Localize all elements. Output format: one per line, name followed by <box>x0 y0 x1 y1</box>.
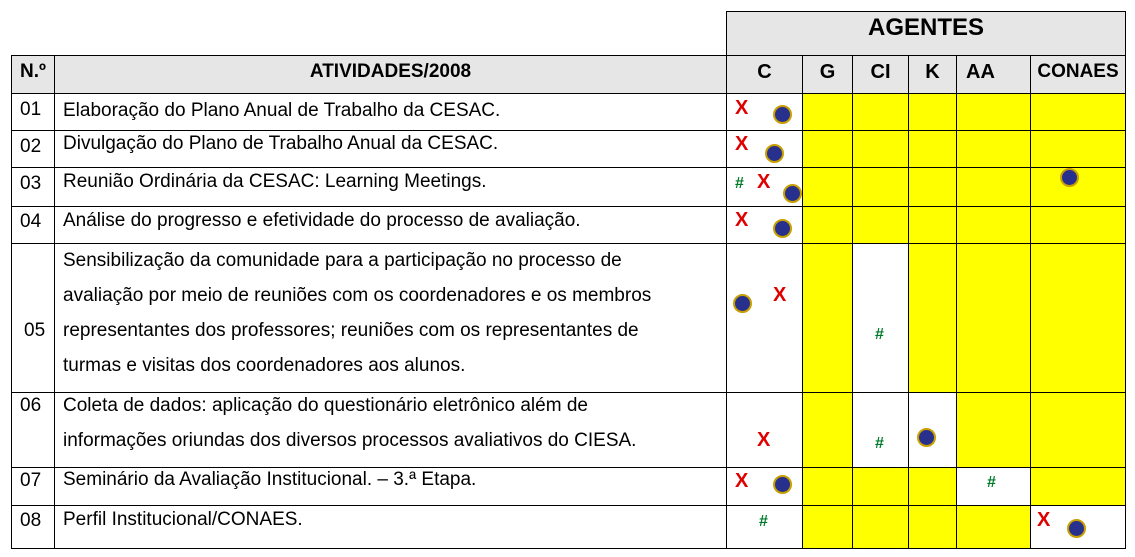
row-08-agent-k <box>908 505 957 549</box>
row-04-agent-k <box>908 206 957 244</box>
row-06-number: 06 <box>11 392 55 468</box>
row-04-agent-c <box>726 206 803 244</box>
row-07-agent-c <box>726 467 803 506</box>
row-06-agent-conaes <box>1030 392 1126 468</box>
row-07-agent-ci <box>852 467 909 506</box>
row-05-agent-conaes <box>1030 243 1126 393</box>
x-mark: X <box>735 97 749 119</box>
row-04-agent-ci <box>852 206 909 244</box>
row-07-agent-k <box>908 467 957 506</box>
hash-mark: # <box>735 175 744 192</box>
row-01-activity: Elaboração do Plano Anual de Trabalho da CESAC. <box>54 93 727 131</box>
row-08-agent-ci <box>852 505 909 549</box>
row-08-agent-c <box>726 505 803 549</box>
row-08-agent-aa <box>956 505 1031 549</box>
row-01-agent-aa <box>956 93 1031 131</box>
row-04-agent-aa <box>956 206 1031 244</box>
agent-header-k: K <box>908 55 957 94</box>
row-02-agent-k <box>908 130 957 168</box>
row-06-agent-g <box>802 392 853 468</box>
row-07-agent-g <box>802 467 853 506</box>
row-05-agent-k <box>908 243 957 393</box>
row-06-agent-aa <box>956 392 1031 468</box>
hash-mark: # <box>759 513 768 530</box>
row-07-activity: Seminário da Avaliação Institucional. – 3.ª Etapa. <box>54 467 727 506</box>
row-05-activity: Sensibilização da comunidade para a participação no processo de avaliação por meio de reuniões com os coordenadores e os membros representantes dos professores; reuniões com os representantes de turmas e visitas dos coordenadores aos alunos. <box>54 243 727 393</box>
number-header: N.º <box>11 55 55 94</box>
row-01-agent-k <box>908 93 957 131</box>
agent-header-c: C <box>726 55 803 94</box>
row-05-agent-ci <box>852 243 909 393</box>
row-03-agent-ci <box>852 167 909 207</box>
row-02-activity: Divulgação do Plano de Trabalho Anual da CESAC. <box>54 130 727 168</box>
dot-marker <box>733 294 752 313</box>
agent-header-conaes: CONAES <box>1030 55 1126 94</box>
row-02-agent-g <box>802 130 853 168</box>
dot-marker <box>917 428 936 447</box>
row-02-agent-conaes <box>1030 130 1126 168</box>
row-03-agent-c <box>726 167 803 207</box>
row-08-activity: Perfil Institucional/CONAES. <box>54 505 727 549</box>
x-mark: X <box>757 171 771 193</box>
row-03-number: 03 <box>11 167 55 207</box>
row-05-agent-g <box>802 243 853 393</box>
x-mark: X <box>773 284 787 306</box>
row-04-agent-conaes <box>1030 206 1126 244</box>
x-mark: X <box>757 429 771 451</box>
row-02-agent-aa <box>956 130 1031 168</box>
row-05-number: 05 <box>11 243 55 393</box>
x-mark: X <box>735 209 749 231</box>
row-03-agent-conaes <box>1030 167 1126 207</box>
hash-mark: # <box>875 435 884 452</box>
row-04-activity: Análise do progresso e efetividade do processo de avaliação. <box>54 206 727 244</box>
row-03-agent-k <box>908 167 957 207</box>
row-08-agent-conaes <box>1030 505 1126 549</box>
row-01-agent-ci <box>852 93 909 131</box>
row-03-agent-g <box>802 167 853 207</box>
agent-header-aa: AA <box>956 55 1031 94</box>
row-01-agent-g <box>802 93 853 131</box>
dot-marker <box>765 144 784 163</box>
agent-header-ci: CI <box>852 55 909 94</box>
x-mark: X <box>735 470 749 492</box>
hash-mark: # <box>987 474 996 491</box>
row-04-number: 04 <box>11 206 55 244</box>
dot-marker <box>773 219 792 238</box>
row-06-agent-c <box>726 392 803 468</box>
row-01-agent-c <box>726 93 803 131</box>
row-03-activity: Reunião Ordinária da CESAC: Learning Meetings. <box>54 167 727 207</box>
x-mark: X <box>735 133 749 155</box>
row-05-agent-aa <box>956 243 1031 393</box>
row-07-agent-aa <box>956 467 1031 506</box>
row-04-agent-g <box>802 206 853 244</box>
activities-header: ATIVIDADES/2008 <box>54 55 727 94</box>
row-03-agent-aa <box>956 167 1031 207</box>
row-07-number: 07 <box>11 467 55 506</box>
row-02-number: 02 <box>11 130 55 168</box>
agents-header <box>726 11 1126 56</box>
dot-marker <box>1060 168 1079 187</box>
dot-marker <box>773 105 792 124</box>
row-02-agent-ci <box>852 130 909 168</box>
row-08-number: 08 <box>11 505 55 549</box>
row-06-activity: Coleta de dados: aplicação do questionário eletrônico além de informações oriundas dos diversos processos avaliativos do CIESA. <box>54 392 727 468</box>
row-01-number: 01 <box>11 93 55 131</box>
row-08-agent-g <box>802 505 853 549</box>
hash-mark: # <box>875 326 884 343</box>
row-07-agent-conaes <box>1030 467 1126 506</box>
row-02-agent-c <box>726 130 803 168</box>
row-06-agent-k <box>908 392 957 468</box>
x-mark: X <box>1037 509 1051 531</box>
row-06-agent-ci <box>852 392 909 468</box>
dot-marker <box>783 184 802 203</box>
dot-marker <box>773 475 792 494</box>
agent-header-g: G <box>802 55 853 94</box>
row-01-agent-conaes <box>1030 93 1126 131</box>
agents-title: AGENTES <box>867 14 984 41</box>
row-05-agent-c <box>726 243 803 393</box>
dot-marker <box>1067 519 1086 538</box>
